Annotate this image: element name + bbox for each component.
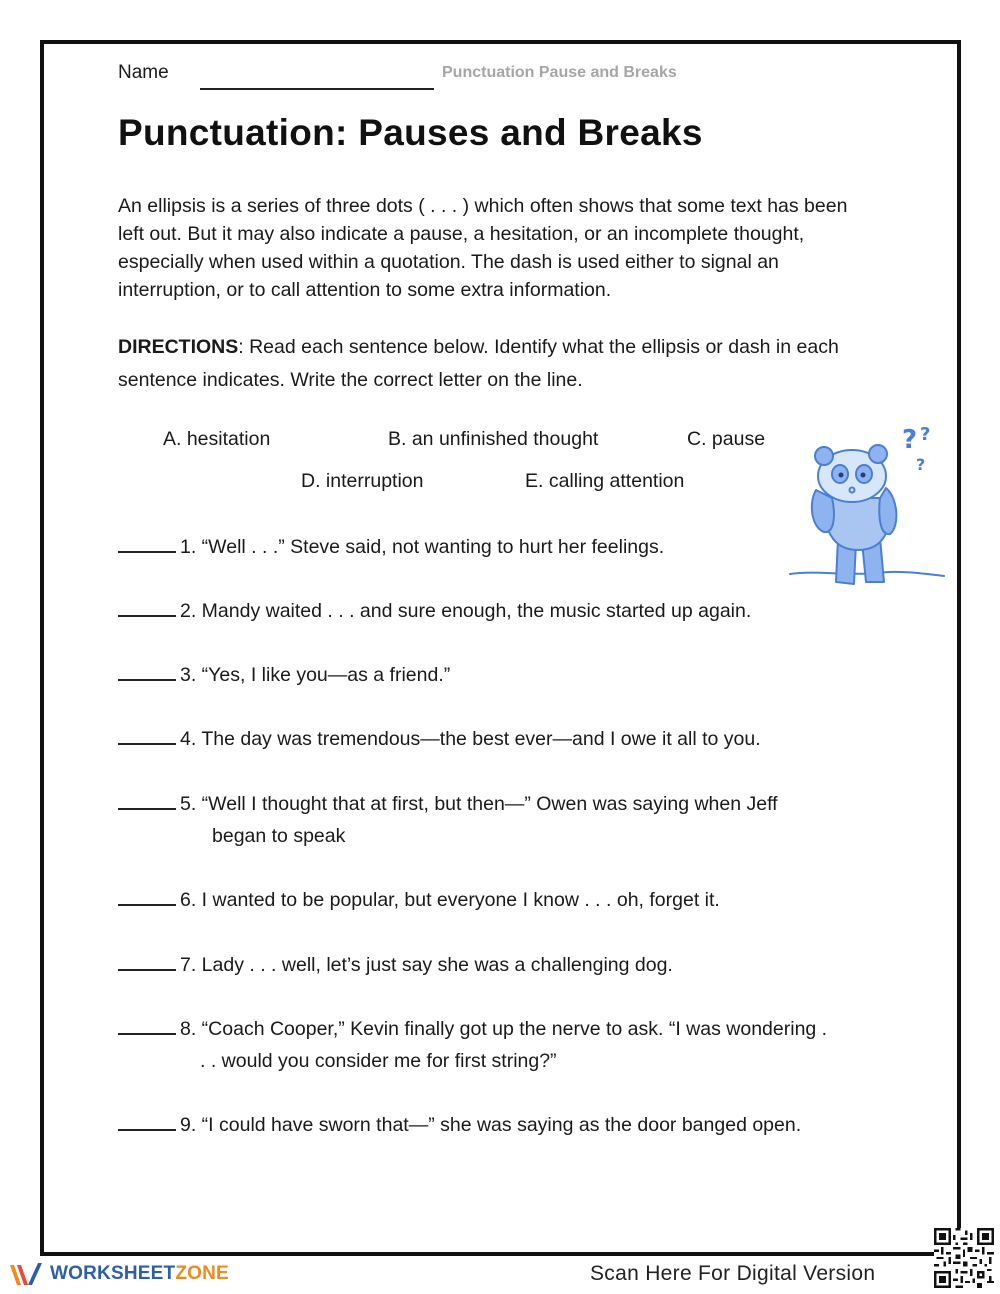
answer-blank-3[interactable] [118,665,176,681]
question-6-text: 6. I wanted to be popular, but everyone I know . . . oh, forget it. [180,889,720,911]
answer-blank-2[interactable] [118,601,176,617]
name-line [200,88,434,90]
question-1-text: 1. “Well . . .” Steve said, not wanting to hurt her feelings. [180,536,665,558]
question-5 [118,788,898,852]
question-8-continuation: . . would you consider me for first string?” [200,1050,557,1072]
intro-paragraph: An ellipsis is a series of three dots ( . . . ) which often shows that some text has been left out. But it may also indicate a pause, a hesitation, or an incomplete thought, especially when used within a quotation. The dash is used either to signal an interruption, or to call attention to some extra information. [118,195,848,301]
brand-name [50,1263,229,1285]
question-4-text: 4. The day was tremendous—the best ever—and I owe it all to you. [180,728,761,750]
option-d: D. interruption [301,470,424,492]
question-mark-icon: ? [902,425,918,455]
question-5-text: 5. “Well I thought that at first, but then—” Owen was saying when Jeff [180,793,778,815]
scan-for-digital-version: Scan Here For Digital Version [590,1262,876,1285]
answer-blank-9[interactable] [118,1115,176,1131]
question-9-text: 9. “I could have sworn that—” she was saying as the door banged open. [180,1114,802,1136]
qr-code-icon[interactable] [934,1228,994,1288]
option-a: A. hesitation [163,428,271,450]
header-subtitle: Punctuation Pause and Breaks [442,64,677,81]
question-mark-icon: ? [920,424,931,445]
brand-name-main: WORKSHEET [50,1263,176,1284]
answer-blank-1[interactable] [118,537,176,553]
answer-blank-5[interactable] [118,794,176,810]
question-3 [118,659,898,691]
answer-blank-8[interactable] [118,1019,176,1035]
name-label: Name [118,62,169,83]
question-8 [118,1013,898,1077]
question-6 [118,884,898,916]
question-7 [118,949,898,981]
answer-blank-4[interactable] [118,729,176,745]
question-5-continuation: began to speak [212,825,346,847]
answer-blank-6[interactable] [118,890,176,906]
directions-paragraph [118,331,888,397]
question-3-text: 3. “Yes, I like you—as a friend.” [180,664,451,686]
answer-blank-7[interactable] [118,955,176,971]
directions-text: : Read each sentence below. Identify what the ellipsis or dash in each sentence indicates. Write the correct letter on the line. [118,336,839,391]
question-9 [118,1109,898,1141]
option-e: E. calling attention [525,470,685,492]
option-c: C. pause [687,428,766,450]
question-mark-icon: ? [916,455,926,474]
question-4 [118,723,898,755]
confused-panda-illustration [786,418,948,590]
brand-logo-icon [8,1259,44,1289]
question-7-text: 7. Lady . . . well, let’s just say she was a challenging dog. [180,954,673,976]
question-1 [118,531,898,563]
worksheet-zone-logo[interactable] [8,1256,229,1292]
question-8-text: 8. “Coach Cooper,” Kevin finally got up the nerve to ask. “I was wondering . [180,1018,828,1040]
question-2-text: 2. Mandy waited . . . and sure enough, the music started up again. [180,600,752,622]
option-b: B. an unfinished thought [388,428,599,450]
question-2 [118,595,898,627]
worksheet-title: Punctuation: Pauses and Breaks [118,112,703,153]
directions-label: DIRECTIONS [118,336,239,358]
brand-name-accent: ZONE [175,1263,229,1284]
